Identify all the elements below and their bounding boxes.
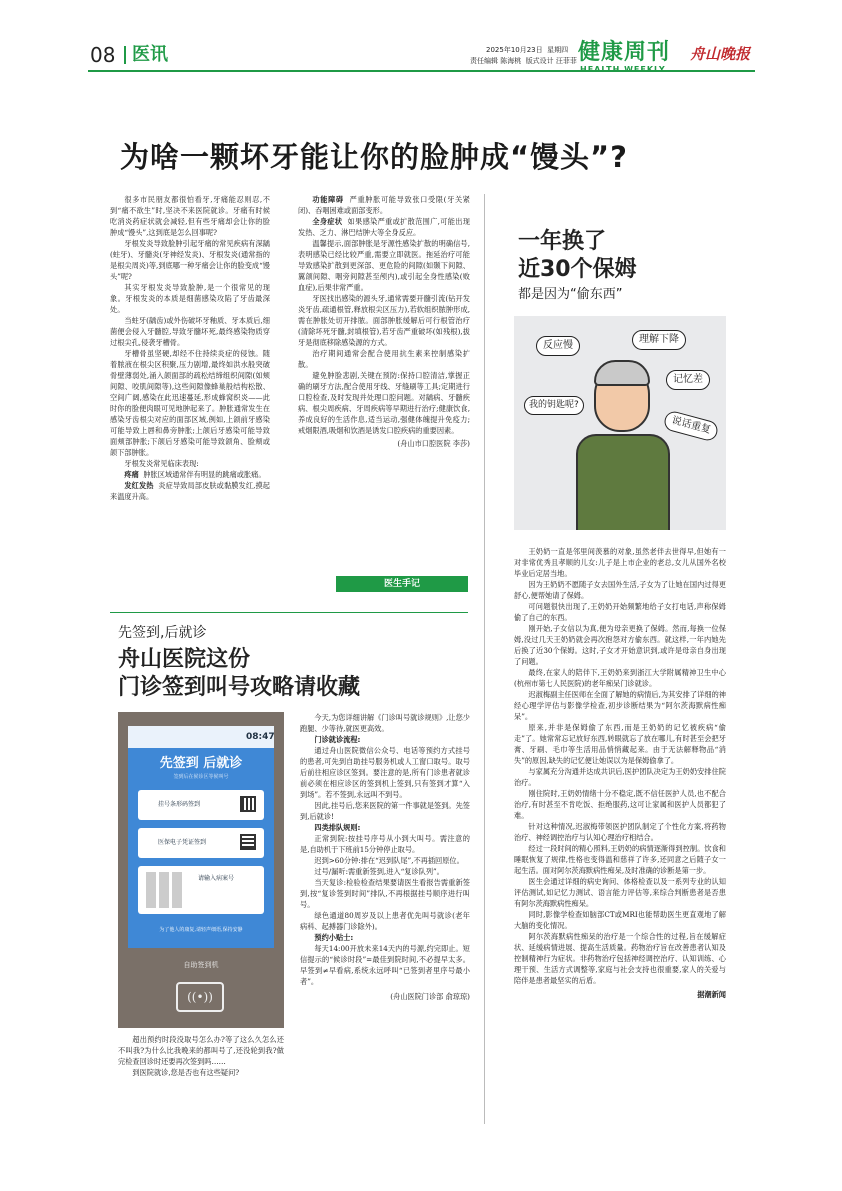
symptom-redness: 发红发热 炎症导致局部皮肤或黏膜发红,摸起来温度升高。 xyxy=(110,481,270,501)
paragraph: 当天复诊:检验检查结果要请医生看报告需重新签到,按“复诊签到时间”排队,不再根据挂号顺序进行叫号。 xyxy=(300,878,470,909)
illustration xyxy=(514,316,726,530)
symptom-function: 功能障碍 严重肿胀可能导致张口受限(牙关紧闭)、吞咽困难或面部变形。 xyxy=(298,195,470,215)
paragraph: 每天14:00开放未来14天内的号源,约完即止。短信提示的“候诊时段”=最佳到院时间,不必提早太多。早签到≠早看病,系统永远呼叫“已签到者里序号最小者”。 xyxy=(300,944,470,986)
paragraph: 牙医找出感染的源头牙,通常需要开髓引流(钻开发炎牙齿,疏通根管,释放根尖区压力),若软组织脓肿形成,需在肿胀处切开排脓。面部肿胀缓解后可行根管治疗(清除坏死牙髓,封填根管),若牙齿严重破坏(如残根),拔牙是彻底移除感染源的方式。 xyxy=(298,294,470,347)
paragraph: 经过一段时间的精心照料,王奶奶的病情逐渐得到控制。饮食和睡眠恢复了规律,性格也变得温和慈祥了许多,还同意之后随子女一起生活。面对阿尔茨海默病性痴呆,及时准确的诊断是第一步。 xyxy=(514,844,726,875)
page-number: 08 xyxy=(90,43,116,67)
bubble-slow: 反应慢 xyxy=(536,336,580,356)
article3-title-line2: 近30个保姆 xyxy=(518,257,637,282)
paragraph: 同时,影像学检查如脑部CT或MRI也能帮助医生更直观地了解大脑的变化情况。 xyxy=(514,910,726,930)
brand-logo: 健康周刊 xyxy=(578,40,671,65)
paragraph: 过号/漏听:需重新签到,进入“复诊队列”。 xyxy=(314,867,444,876)
paragraph: 牙根发炎导致脸肿引起牙痛的常见疾病有深龋(蛀牙)、牙髓炎(牙神经发炎)、牙根发炎(通常指的是根尖周炎)等,到底哪一种牙痛会让你的脸变成“馒头”呢? xyxy=(110,239,270,281)
subheading: 四类排队规则: xyxy=(314,823,361,832)
article2-kicker: 先签到,后就诊 xyxy=(118,625,207,641)
column-divider xyxy=(484,194,485,1124)
article1-title: 为啥一颗坏牙能让你的脸肿成“馒头”? xyxy=(120,140,628,174)
kiosk-subtitle: 签到后在候诊区等候叫号 xyxy=(173,774,229,780)
kiosk-photo xyxy=(118,712,284,1028)
elder-body xyxy=(576,434,670,530)
paragraph: 阿尔茨海默病性痴呆的治疗是一个综合性的过程,旨在缓解症状、延缓病情进展、提高生活质量。药物治疗旨在改善患者认知及控制精神行为症状。非药物治疗包括神经调控治疗、认知训练、心理干预、生活方式调整等,家庭与社会支持也很重要,家人的关爱与陪伴是患者最坚实的后盾。 xyxy=(514,932,726,985)
nfc-icon: ((•)) xyxy=(176,982,224,1012)
article2-title-line1: 舟山医院这份 xyxy=(118,647,251,672)
paragraph: 避免肿脸悲剧,关键在预防:保持口腔清洁,掌握正确的刷牙方法,配合使用牙线、牙缝刷等工具;定期进行口腔检查,及时发现并处理口腔问题。对龋病、牙髓疾病、根尖周疾病、牙周疾病等早期进行治疗;健康饮食,养成良好的生活作息,适当运动,强健体魄提升免疫力;戒烟限酒,吸烟和饮酒是诱发口腔疾病的重要因素。 xyxy=(298,371,470,435)
article2-col2 xyxy=(300,712,470,1002)
paragraph: 可问题很快出现了,王奶奶开始频繁地给子女打电话,声称保姆偷了自己的东西。 xyxy=(514,602,726,622)
paragraph: 牙槽骨虽坚硬,却经不住持续炎症的侵蚀。随着脓液在根尖区积聚,压力剧增,最终如洪水般突破骨壁薄弱处,涌入颌面部的疏松结缔组织间隙(如颊间隙、咬肌间隙等),这些间隙像蜂巢般结构松散、空间广阔,感染在此迅速蔓延,形成蜂窝织炎——此时你的脸便肉眼可见地肿起来了。肿胀通常发生在感染牙齿根尖对应的面部区域,例如,上颌前牙感染可能导致上唇和鼻旁肿胀;上颌后牙感染可能导致面颊部肿胀;下颌后牙感染可能导致颌角、脸颊或颌下部肿胀。 xyxy=(110,349,270,457)
paragraph: 超出预约时段没取号怎么办?等了这么久怎么还不叫我?为什么比我晚来的都叫号了,还没轮到我?做完检查回诊时还要再次签到吗…… xyxy=(118,1035,284,1066)
paragraph: 当蛀牙(龋齿)或外伤破坏牙釉质、牙本质后,细菌便会侵入牙髓腔,导致牙髓坏死,最终感染物质穿过根尖孔,侵袭牙槽骨。 xyxy=(110,316,270,347)
paragraph: 迟淑梅副主任医师在全面了解她的病情后,为其安排了详细的神经心理学评估与影像学检查,初步诊断结果为“阿尔茨海默病性痴呆”。 xyxy=(514,690,726,721)
symptom-systemic: 全身症状 如果感染严重或扩散范围广,可能出现发热、乏力、淋巴结肿大等全身反应。 xyxy=(298,217,470,237)
article3-byline: 据潮新闻 xyxy=(697,990,726,999)
paragraph: 其实牙根发炎导致脸肿,是一个很常见的现象。牙根发炎的本质是细菌感染攻陷了牙齿最深处。 xyxy=(110,283,270,314)
bubble-memory: 记忆差 xyxy=(666,370,710,390)
paragraph: 很多市民朋友都很怕看牙,牙痛能忍则忍,不到“痛不欲生”时,坚决不来医院就诊。牙痛有时候吃消炎药症状就会减轻,但有些牙痛却会让你的脸肿成“馒头”,这到底是怎么回事呢? xyxy=(110,195,270,237)
header-rule xyxy=(88,70,755,72)
kiosk-title: 先签到 后就诊 xyxy=(159,756,243,771)
paragraph: 正常到院:按挂号序号从小到大叫号。需注意的是,自助机于下班前15分钟停止取号。 xyxy=(300,834,470,854)
paragraph: 到医院就诊,您是否也有这些疑问? xyxy=(132,1068,240,1077)
kiosk-time: 08:47 xyxy=(246,732,275,742)
paragraph: 因为王奶奶不愿随子女去国外生活,子女为了让她在国内过得更舒心,便帮她请了保姆。 xyxy=(514,580,726,600)
elder-hair xyxy=(594,360,650,386)
doctor-notes-tag: 医生手记 xyxy=(336,576,468,592)
article2-byline: (舟山医院门诊部 俞琼琼) xyxy=(390,992,470,1001)
paragraph: 与家属充分沟通并达成共识后,医护团队决定为王奶奶安排住院治疗。 xyxy=(514,767,726,787)
paragraph: 牙根发炎常见临床表现: xyxy=(124,459,199,468)
paragraph: 迟到>60分钟:排在“迟到队尾”,不再插回原位。 xyxy=(314,856,464,865)
paragraph: 原来,并非是保姆偷了东西,而是王奶奶的记忆被疾病“偷走”了。她常常忘记放好东西,转眼就忘了放在哪儿,有时甚至会把牙膏、牙刷、毛巾等生活用品悄悄藏起来。由于无法解释物品“消失”的原因,缺失的记忆便让她误以为是保姆偷拿了。 xyxy=(514,723,726,765)
paragraph: 针对这种情况,迟淑梅带领医护团队制定了个性化方案,将药物治疗、神经调控治疗与认知心理治疗相结合。 xyxy=(514,822,726,842)
bubble-keys: 我的钥匙呢? xyxy=(524,396,584,415)
article3-body xyxy=(514,546,726,1000)
subheading: 预约小贴士: xyxy=(314,933,354,942)
paragraph: 温馨提示,面部肿胀是牙源性感染扩散的明确信号,表明感染已经比较严重,需要立即就医。拖延治疗可能导致感染扩散到更深部、更危险的间隙(如颞下间隙、翼颌间隙、咽旁间隙甚至颅内),或引起全身性感染(败血症),后果非常严重。 xyxy=(298,239,470,292)
article3-subtitle: 都是因为“偷东西” xyxy=(518,287,623,302)
keypad-icon xyxy=(146,872,182,908)
paragraph: 王奶奶一直是邻里间羡慕的对象,虽然老伴去世得早,但她有一对非常优秀且孝顺的儿女:儿子是上市企业的老总,女儿从国外名校毕业后定居当地。 xyxy=(514,547,726,578)
header-divider-small xyxy=(124,46,126,64)
paragraph: 通过舟山医院微信公众号、电话等预约方式挂号的患者,可先到自助挂号服务机或人工窗口取号。取号后前往相应诊区签到。要注意的是,所有门诊患者就诊前必须在相应诊区的签到机上签到,只有签到才算“入到场”。若不签到,永远叫不到号。 xyxy=(300,746,470,799)
paragraph: 今天,为您详细讲解《门诊叫号就诊规则》,让您少跑腿、少等待,就医更高效。 xyxy=(300,713,470,733)
article2-title-line2: 门诊签到叫号攻略请收藏 xyxy=(118,675,361,700)
editor-credit: 责任编辑 陈海桃 版式设计 汪菲菲 xyxy=(470,57,577,65)
article1-col1 xyxy=(110,194,270,502)
paragraph: 刚住院时,王奶奶情绪十分不稳定,既不信任医护人员,也不配合治疗,有时甚至不肯吃饭、拒绝服药,这可让家属和医护人员都犯了难。 xyxy=(514,789,726,820)
kiosk-footer: 为了他人的康复,请轻声细语,保持安静 xyxy=(159,927,243,933)
qr-icon xyxy=(240,834,256,850)
paper-logo: 舟山晚报 xyxy=(690,45,751,63)
qr-icon xyxy=(240,796,256,812)
section-divider xyxy=(110,612,468,613)
kiosk-option-barcode[interactable]: 挂号条形码签到 xyxy=(138,790,264,820)
issue-date: 2025年10月23日 星期四 xyxy=(486,46,569,54)
article2-col1-bottom xyxy=(118,1034,284,1078)
section-name: 医讯 xyxy=(132,44,168,65)
bubble-repeat: 说话重复 xyxy=(662,409,719,442)
article1-col2 xyxy=(298,194,470,449)
kiosk-option-record[interactable]: 请输入病案号 xyxy=(138,866,264,914)
kiosk-option-insurance[interactable]: 医保电子凭证签到 xyxy=(138,828,264,858)
paragraph: 医生会通过详细的病史询问、体格检查以及一系列专业的认知评估测试,如记忆力测试、语言能力评估等,来综合判断患者是否患有阿尔茨海默病性痴呆。 xyxy=(514,877,726,908)
subheading: 门诊就诊流程: xyxy=(314,735,361,744)
kiosk-label: 自助签到机 xyxy=(183,961,219,969)
bubble-understanding: 理解下降 xyxy=(632,330,686,350)
symptom-pain: 疼痛 肿胀区域通常伴有明显的跳痛或胀痛。 xyxy=(124,470,266,479)
article3-title-line1: 一年换了 xyxy=(518,229,607,254)
paragraph: 治疗期间通常会配合使用抗生素来控制感染扩散。 xyxy=(298,349,470,369)
paragraph: 因此,挂号后,您来医院的第一件事就是签到。先签到,后就诊! xyxy=(300,801,470,821)
article1-byline: (舟山市口腔医院 李莎) xyxy=(397,439,470,448)
kiosk-screen xyxy=(128,726,274,948)
paragraph: 绿色通道80周岁及以上患者优先叫号就诊(老年病科、起搏器门诊除外)。 xyxy=(300,911,470,931)
paragraph: 刚开始,子女信以为真,便为母亲更换了保姆。然而,每换一位保姆,没过几天王奶奶就会再次抱怨对方偷东西。就这样,一年内她先后换了近30个保姆。这时,子女才开始意识到,或许是母亲自身出现了问题。 xyxy=(514,624,726,666)
paragraph: 最终,在家人的陪伴下,王奶奶来到浙江大学附属精神卫生中心(杭州市第七人民医院)的老年痴呆门诊就诊。 xyxy=(514,668,726,688)
